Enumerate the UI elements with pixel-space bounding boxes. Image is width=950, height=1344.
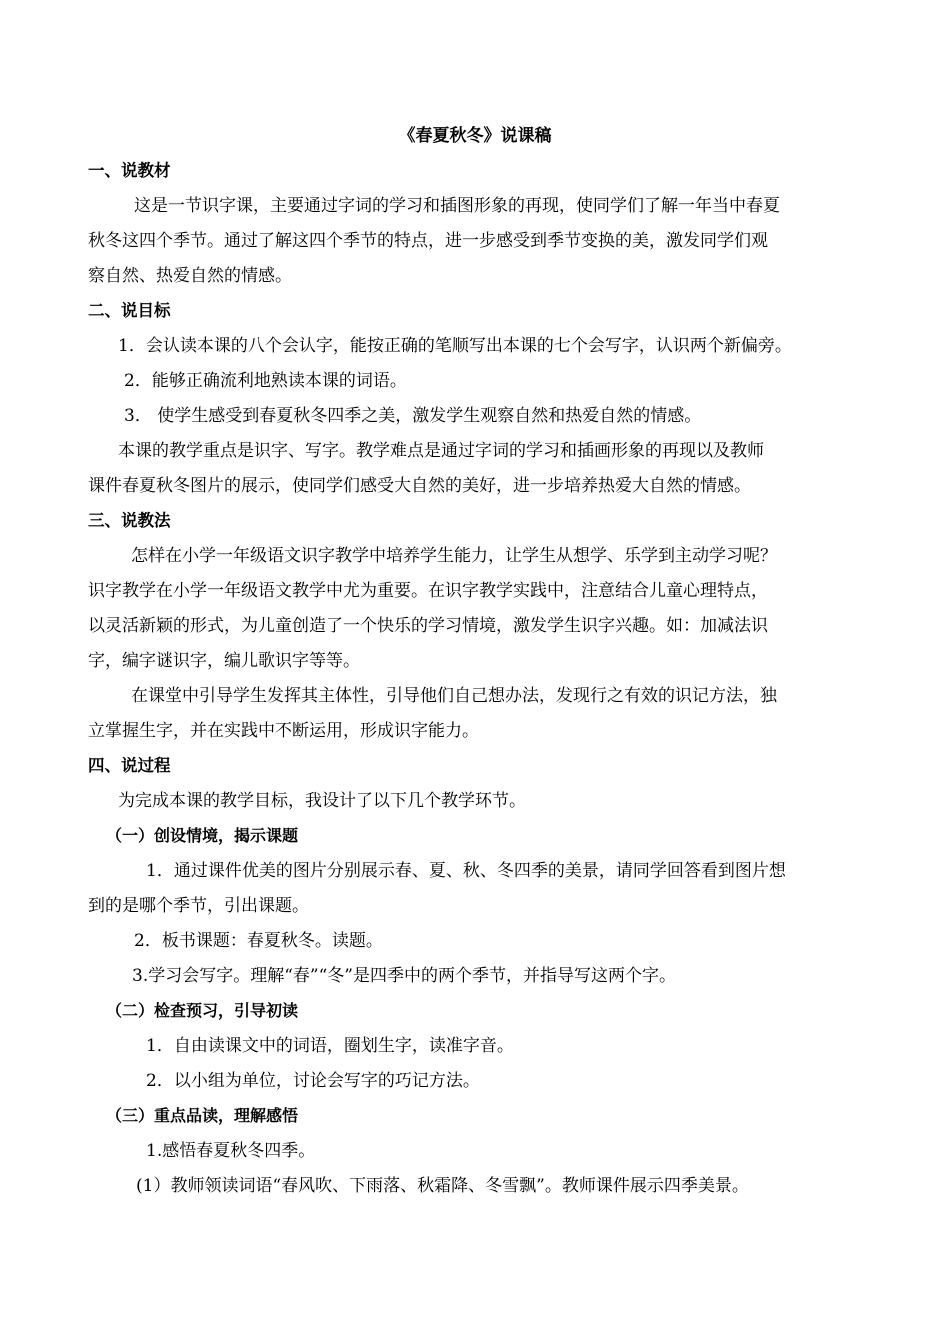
paragraph-line: 2．以小组为单位，讨论会写字的巧记方法。: [146, 1071, 480, 1091]
subsection-heading: （二）检查预习，引导初读: [106, 1001, 299, 1020]
paragraph-line: 2．板书课题：春夏秋冬。读题。: [134, 931, 383, 951]
paragraph-line: 到的是哪个季节，引出课题。: [88, 896, 309, 916]
objective-item: 2．能够正确流利地熟读本课的词语。: [124, 371, 407, 391]
section-heading-process: 四、说过程: [88, 756, 171, 775]
paragraph-line: 以灵活新颖的形式，为儿童创造了一个快乐的学习情境，激发学生识字兴趣。如：加减法识: [88, 616, 768, 636]
paragraph-line: 1．自由读课文中的词语，圈划生字，读准字音。: [146, 1036, 514, 1056]
paragraph-line: (1）教师领读词语“春风吹、下雨落、秋霜降、冬雪飘”。教师课件展示四季美景。: [136, 1176, 749, 1196]
subsection-heading: （一）创设情境，揭示课题: [106, 826, 299, 845]
paragraph-line: 怎样在小学一年级语文识字教学中培养学生能力，让学生从想学、乐学到主动学习呢？: [131, 546, 777, 566]
paragraph-line: 为完成本课的教学目标，我设计了以下几个教学环节。: [118, 791, 526, 811]
paragraph-line: 这是一节识字课，主要通过字词的学习和插图形象的再现，使同学们了解一年当中春夏: [134, 196, 780, 216]
paragraph-line: 字，编字谜识字，编儿歌识字等等。: [88, 651, 360, 671]
objective-item: 3． 使学生感受到春夏秋冬四季之美，激发学生观察自然和热爱自然的情感。: [124, 406, 702, 426]
document-title: 《春夏秋冬》说课稿: [398, 126, 552, 146]
paragraph-line: 3.学习会写字。理解“春”“冬”是四季中的两个季节，并指导写这两个字。: [132, 966, 676, 986]
paragraph-line: 察自然、热爱自然的情感。: [88, 266, 292, 286]
paragraph-line: 课件春夏秋冬图片的展示，使同学们感受大自然的美好，进一步培养热爱大自然的情感。: [88, 476, 751, 496]
section-heading-textbook: 一、说教材: [88, 161, 171, 180]
paragraph-line: 秋冬这四个季节。通过了解这四个季节的特点，进一步感受到季节变换的美，激发同学们观: [88, 231, 768, 251]
paragraph-line: 在课堂中引导学生发挥其主体性，引导他们自己想办法，发现行之有效的识记方法，独: [131, 686, 777, 706]
paragraph-line: 1.感悟春夏秋冬四季。: [146, 1141, 316, 1161]
paragraph-line: 识字教学在小学一年级语文教学中尤为重要。在识字教学实践中，注意结合儿童心理特点，: [88, 581, 768, 601]
paragraph-line: 本课的教学重点是识字、写字。教学难点是通过字词的学习和插画形象的再现以及教师: [118, 441, 764, 461]
objective-item: 1．会认读本课的八个会认字，能按正确的笔顺写出本课的七个会写字，认识两个新偏旁。: [118, 336, 792, 356]
paragraph-line: 1．通过课件优美的图片分别展示春、夏、秋、冬四季的美景，请同学回答看到图片想: [146, 861, 786, 881]
section-heading-objectives: 二、说目标: [88, 301, 171, 320]
section-heading-methods: 三、说教法: [88, 511, 171, 530]
subsection-heading: （三）重点品读，理解感悟: [106, 1106, 299, 1125]
paragraph-line: 立掌握生字，并在实践中不断运用，形成识字能力。: [88, 721, 479, 741]
